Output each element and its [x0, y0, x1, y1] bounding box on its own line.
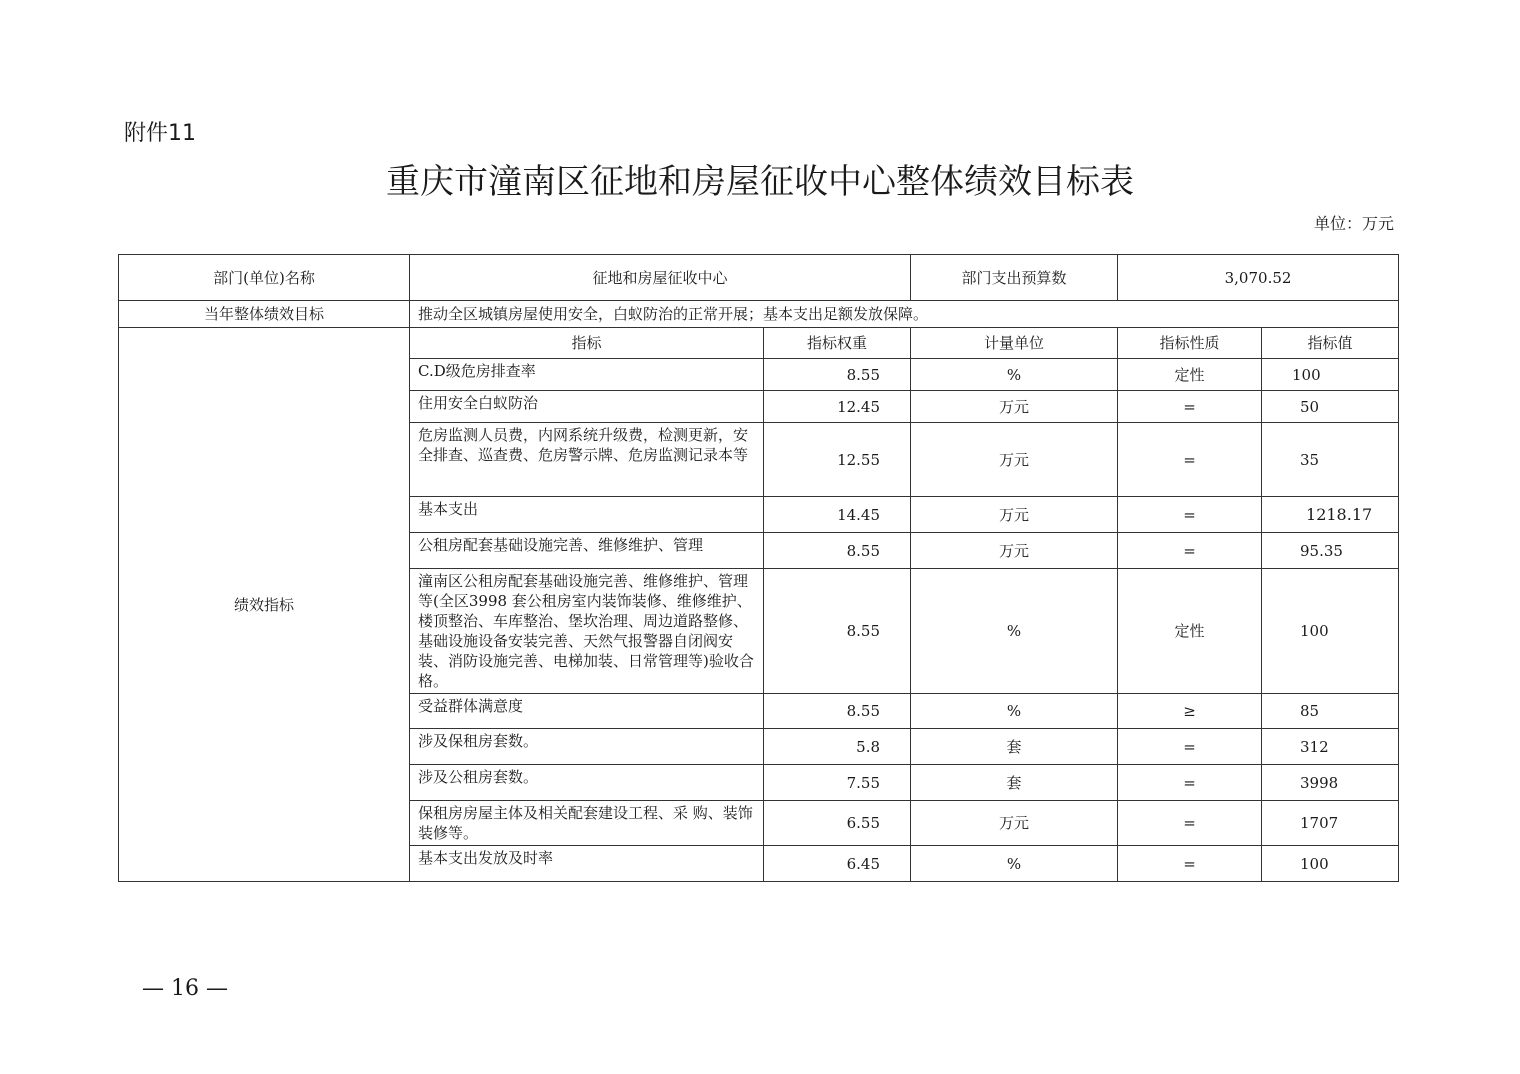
- weight-cell: 8.55: [764, 569, 911, 694]
- weight-cell: 8.55: [764, 533, 911, 569]
- indicator-cell: C.D级危房排查率: [410, 359, 764, 391]
- value-cell: 100: [1262, 569, 1399, 694]
- weight-cell: 6.45: [764, 846, 911, 882]
- indicator-cell: 涉及公租房套数。: [410, 765, 764, 801]
- indicator-cell: 基本支出: [410, 497, 764, 533]
- column-header-row: [119, 328, 1399, 359]
- unit-cell: %: [911, 359, 1118, 391]
- nature-cell: =: [1118, 391, 1262, 423]
- col-header-unit: 计量单位: [911, 328, 1118, 359]
- col-header-indicator: 指标: [410, 328, 764, 359]
- weight-cell: 8.55: [764, 694, 911, 729]
- value-cell: 100: [1262, 846, 1399, 882]
- value-cell: 95.35: [1262, 533, 1399, 569]
- unit-cell: 套: [911, 765, 1118, 801]
- indicator-cell: 受益群体满意度: [410, 694, 764, 729]
- budget-label: 部门支出预算数: [911, 255, 1118, 301]
- performance-table-body: [119, 255, 1399, 882]
- col-header-nature: 指标性质: [1118, 328, 1262, 359]
- col-header-weight: 指标权重: [764, 328, 911, 359]
- unit-cell: %: [911, 846, 1118, 882]
- nature-cell: =: [1118, 765, 1262, 801]
- perf-label: 绩效指标: [119, 328, 410, 882]
- nature-cell: 定性: [1118, 569, 1262, 694]
- indicator-cell: 保租房房屋主体及相关配套建设工程、采 购、装饰装修等。: [410, 801, 764, 846]
- goal-value: 推动全区城镇房屋使用安全，白蚁防治的正常开展；基本支出足额发放保障。: [410, 301, 1399, 328]
- nature-cell: =: [1118, 801, 1262, 846]
- nature-cell: =: [1118, 423, 1262, 497]
- performance-table: [118, 254, 1399, 882]
- dept-value: 征地和房屋征收中心: [410, 255, 911, 301]
- value-cell: 100: [1262, 359, 1399, 391]
- weight-cell: 7.55: [764, 765, 911, 801]
- indicator-cell: 住用安全白蚁防治: [410, 391, 764, 423]
- unit-cell: %: [911, 694, 1118, 729]
- attachment-label: 附件11: [124, 121, 196, 146]
- nature-cell: =: [1118, 497, 1262, 533]
- value-cell: 1707: [1262, 801, 1399, 846]
- budget-value: 3,070.52: [1118, 255, 1399, 301]
- unit-cell: 套: [911, 729, 1118, 765]
- weight-cell: 12.45: [764, 391, 911, 423]
- unit-cell: %: [911, 569, 1118, 694]
- col-header-value: 指标值: [1262, 328, 1399, 359]
- dept-label: 部门(单位)名称: [119, 255, 410, 301]
- indicator-cell: 基本支出发放及时率: [410, 846, 764, 882]
- value-cell: 3998: [1262, 765, 1399, 801]
- value-cell: 35: [1262, 423, 1399, 497]
- unit-cell: 万元: [911, 423, 1118, 497]
- value-cell: 312: [1262, 729, 1399, 765]
- weight-cell: 12.55: [764, 423, 911, 497]
- unit-label: 单位：万元: [1313, 214, 1394, 233]
- weight-cell: 5.8: [764, 729, 911, 765]
- nature-cell: ≥: [1118, 694, 1262, 729]
- nature-cell: 定性: [1118, 359, 1262, 391]
- unit-cell: 万元: [911, 391, 1118, 423]
- unit-cell: 万元: [911, 497, 1118, 533]
- weight-cell: 6.55: [764, 801, 911, 846]
- indicator-cell: 公租房配套基础设施完善、维修维护、管理: [410, 533, 764, 569]
- nature-cell: =: [1118, 846, 1262, 882]
- page-title: 重庆市潼南区征地和房屋征收中心整体绩效目标表: [386, 162, 1134, 202]
- unit-cell: 万元: [911, 533, 1118, 569]
- value-cell: 50: [1262, 391, 1399, 423]
- value-cell: 1218.17: [1262, 497, 1399, 533]
- goal-row: [119, 301, 1399, 328]
- goal-label: 当年整体绩效目标: [119, 301, 410, 328]
- indicator-cell: 涉及保租房套数。: [410, 729, 764, 765]
- value-cell: 85: [1262, 694, 1399, 729]
- indicator-cell: 危房监测人员费，内网系统升级费，检测更新，安全排查、巡查费、危房警示牌、危房监测记录本等: [410, 423, 764, 497]
- page-number: — 16 —: [142, 976, 228, 1001]
- indicator-cell: 潼南区公租房配套基础设施完善、维修维护、管理等(全区3998 套公租房室内装饰装修、维修维护、楼顶整治、车库整治、堡坎治理、周边道路整修、基础设施设备安装完善、天然气报警器自闭阀安装、消防设施完善、电梯加装、日常管理等)验收合格。: [410, 569, 764, 694]
- dept-row: [119, 255, 1399, 301]
- unit-cell: 万元: [911, 801, 1118, 846]
- weight-cell: 14.45: [764, 497, 911, 533]
- nature-cell: =: [1118, 729, 1262, 765]
- nature-cell: =: [1118, 533, 1262, 569]
- weight-cell: 8.55: [764, 359, 911, 391]
